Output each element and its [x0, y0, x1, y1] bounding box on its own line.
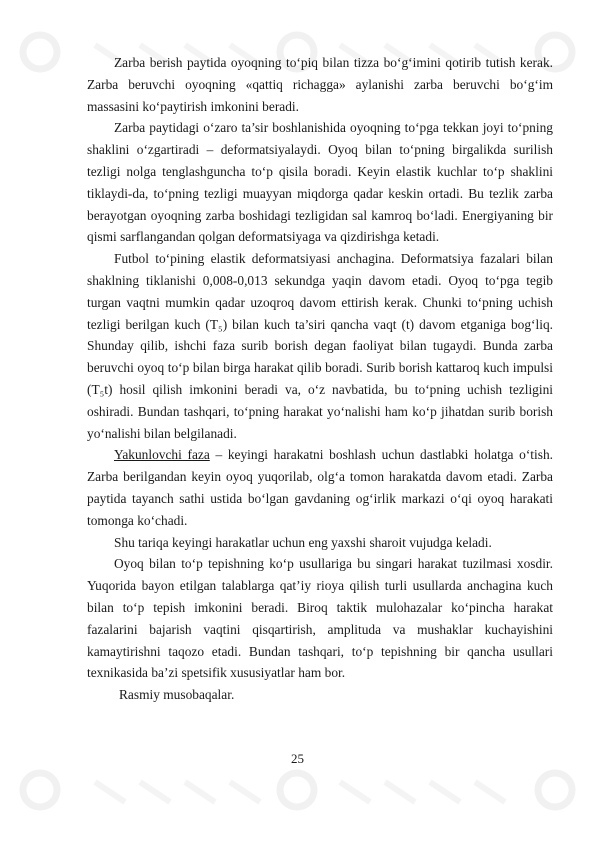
paragraph-text: – keyingi harakatni boshlash uchun dastlabki holatga o‘tish. Zarba berilgandan keyin oyoq yuqorilab, olg‘a tomon harakatda davom etadi. Zarba paytida tayanch sathi ustida bo‘lgan gavdaning og‘irlik markazi o‘qi oyoq harakati tomonga ko‘chadi.	[87, 447, 553, 528]
paragraph-official-competitions	[87, 684, 553, 706]
paragraph-text: Shu tariqa keyingi harakatlar uchun eng yaxshi sharoit vujudga keladi.	[114, 534, 492, 550]
paragraph-text: Rasmiy musobaqalar.	[119, 687, 235, 703]
page-body	[87, 52, 553, 706]
paragraph-kick-joint-fixation	[87, 52, 553, 117]
term-final-phase: Yakunlovchi faza	[114, 447, 210, 463]
paragraph-text: Futbol to‘pining elastik deformatsiyasi anchagina. Deformatsiya fazalari bilan shaklning tiklanishi 0,008-0,013 sekundga yaqin davom etadi. Oyoq to‘pga tegib turgan vaqtni mumkin qadar uzoqroq davom ettirish kerak. Chunki to‘pning uchish tezligi berilgan kuch (T₅) bilan kuch ta’siri qancha vaqt (t) davom etganiga bog‘liq. Shunday qilib, ishchi faza surib borish degan faoliyat bilan tugaydi. Bunda zarba beruvchi oyoq to‘p bilan birga harakat qilib boradi. Surib borish kattaroq kuch impulsi (T₅t) hosil qilish imkonini beradi va, o‘z navbatida, bu to‘pning uchish tezligini oshiradi. Bundan tashqari, to‘pning harakat yo‘nalishi ham ko‘p jihatdan surib borish yo‘nalishi bilan belgilanadi.	[87, 251, 553, 441]
paragraph-kick-techniques	[87, 553, 553, 684]
paragraph-ball-elastic-deformation	[87, 248, 553, 444]
paragraph-text: Oyoq bilan to‘p tepishning ko‘p usullariga bu singari harakat tuzilmasi xosdir. Yuqorida bayon etilgan talablarga qat’iy rioya qilish turli usullarda anchagina kuch bilan to‘p tepish imkonini beradi. Biroq taktik mulohazalar ko‘pincha harakat fazalarini bajarish vaqtini qisqartirish, amplituda va mushaklar kuchayishini kamaytirishni taqozo etadi. Bundan tashqari, to‘p tepishning bir qancha usullari texnikasida ba’zi spetsifik xususiyatlar ham bor.	[87, 556, 553, 681]
paragraph-text: Zarba berish paytida oyoqning to‘piq bilan tizza bo‘g‘imini qotirib tutish kerak. Zarba beruvchi oyoqning «qattiq richagga» aylanishi zarba beruvchi bo‘g‘im massasini ko‘paytirish imkonini beradi.	[87, 55, 553, 114]
paragraph-interaction-deformation	[87, 117, 553, 248]
paragraph-text: Zarba paytidagi o‘zaro ta’sir boshlanishida oyoqning to‘pga tekkan joyi to‘pning shaklini o‘zgartiradi – deformatsiyalaydi. Oyoq bilan to‘pning birgalikda surilish tezligi nolga tenglashguncha to‘p qisila boradi. Keyin elastik kuchlar to‘p shaklini tiklaydi-da, to‘pning tezligi muayyan miqdorga qadar keskin ortadi. Bu tezlik zarba berayotgan oyoqning zarba boshidagi tezligidan sal kamroq bo‘ladi. Energiyaning bir qismi sarflangandan qolgan deformatsiyaga va qizdirishga ketadi.	[87, 120, 553, 245]
paragraph-best-conditions	[87, 532, 553, 554]
paragraph-final-phase	[87, 444, 553, 531]
page-number: 25	[291, 751, 304, 766]
